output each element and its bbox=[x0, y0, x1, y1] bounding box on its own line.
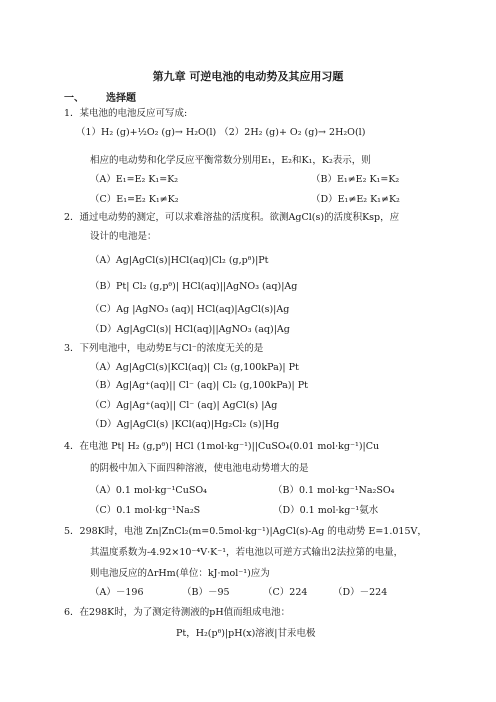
q2-option-b: （B）Pt| Cl₂ (g,pᶿ)| HCl(aq)||AgNO₃ (aq)|Ag bbox=[90, 281, 298, 292]
q5-option-b: （B）－95 bbox=[182, 587, 230, 598]
q3-option-d: （D）Ag|AgCl(s) |KCl(aq)|Hg₂Cl₂ (s)|Hg bbox=[90, 419, 280, 430]
q4-option-c: （C）0.1 mol·kg⁻¹Na₂S bbox=[90, 505, 201, 516]
q4-stem-cont: 的阴极中加入下面四种溶液，使电池电动势增大的是 bbox=[90, 463, 309, 474]
q3-stem: 3．下列电池中，电动势E与Cl⁻的浓度无关的是 bbox=[64, 343, 264, 354]
q5-stem-cont2: 则电池反应的ΔrHm(单位：kJ·mol⁻¹)应为 bbox=[90, 568, 270, 579]
q1-option-b: （B）E₁≠E₂ K₁=K₂ bbox=[311, 174, 400, 185]
q1-stem: 1．某电池的电池反应可写成: bbox=[64, 108, 188, 119]
q5-option-c: （C）224 bbox=[263, 587, 308, 598]
q2-option-d: （D）Ag|AgCl(s)| HCl(aq)||AgNO₃ (aq)|Ag bbox=[90, 324, 290, 335]
section-number: 一、 bbox=[64, 93, 84, 104]
q2-option-c: （C）Ag |AgNO₃ (aq)| HCl(aq)|AgCl(s)|Ag bbox=[90, 304, 290, 315]
q1-text: 相应的电动势和化学反应平衡常数分别用E₁，E₂和K₁，K₂表示，则 bbox=[90, 155, 371, 166]
q3-option-a: （A）Ag|AgCl(s)|KCl(aq)| Cl₂ (g,100kPa)| Pt bbox=[90, 362, 299, 373]
q5-stem: 5．298K时，电池 Zn|ZnCl₂(m=0.5mol·kg⁻¹)|AgCl(s)-Ag 的电动势 E=1.015V， bbox=[64, 526, 427, 537]
q2-stem-cont: 设计的电池是： bbox=[90, 231, 157, 242]
section-heading bbox=[64, 89, 136, 104]
q4-option-d: （D）0.1 mol·kg⁻¹氨水 bbox=[273, 505, 379, 516]
q1-option-a: （A）E₁=E₂ K₁=K₂ bbox=[90, 174, 179, 185]
q1-option-d: （D）E₁≠E₂ K₁≠K₂ bbox=[311, 194, 400, 205]
q5-option-a: （A）－196 bbox=[90, 587, 144, 598]
q4-option-a: （A）0.1 mol·kg⁻¹CuSO₄ bbox=[90, 485, 207, 496]
q1-option-c: （C）E₁=E₂ K₁≠K₂ bbox=[90, 194, 179, 205]
q1-reactions: （1）H₂ (g)+½O₂ (g)→ H₂O(l) （2）2H₂ (g)+ O₂ (g)→ 2H₂O(l) bbox=[76, 127, 366, 138]
q6-cell: Pt，H₂(pᶿ)|pH(x)溶液|甘汞电极 bbox=[176, 628, 316, 639]
q3-option-c: （C）Ag|Ag⁺(aq)|| Cl⁻ (aq)| AgCl(s) |Ag bbox=[90, 400, 278, 411]
q5-option-d: （D）－224 bbox=[333, 587, 388, 598]
chapter-title: 第九章 可逆电池的电动势及其应用习题 bbox=[152, 70, 344, 83]
q4-stem: 4．在电池 Pt| H₂ (g,pᶿ)| HCl (1mol·kg⁻¹)||CuSO₄(0.01 mol·kg⁻¹)|Cu bbox=[64, 441, 380, 452]
section-label: 选择题 bbox=[106, 93, 136, 104]
q2-option-a: （A）Ag|AgCl(s)|HCl(aq)|Cl₂ (g,pᶿ)|Pt bbox=[90, 255, 269, 266]
q2-stem: 2．通过电动势的测定，可以求难溶盐的活度积。欲测AgCl(s)的活度积Ksp，应 bbox=[64, 212, 400, 223]
q4-option-b: （B）0.1 mol·kg⁻¹Na₂SO₄ bbox=[273, 485, 395, 496]
q5-stem-cont: 其温度系数为-4.92×10⁻⁴V·K⁻¹，若电池以可逆方式输出2法拉第的电量， bbox=[90, 547, 404, 558]
q6-stem: 6．在298K时，为了测定待测液的pH值而组成电池： bbox=[64, 607, 291, 618]
q3-option-b: （B）Ag|Ag⁺(aq)|| Cl⁻ (aq)| Cl₂ (g,100kPa)| Pt bbox=[90, 380, 308, 391]
